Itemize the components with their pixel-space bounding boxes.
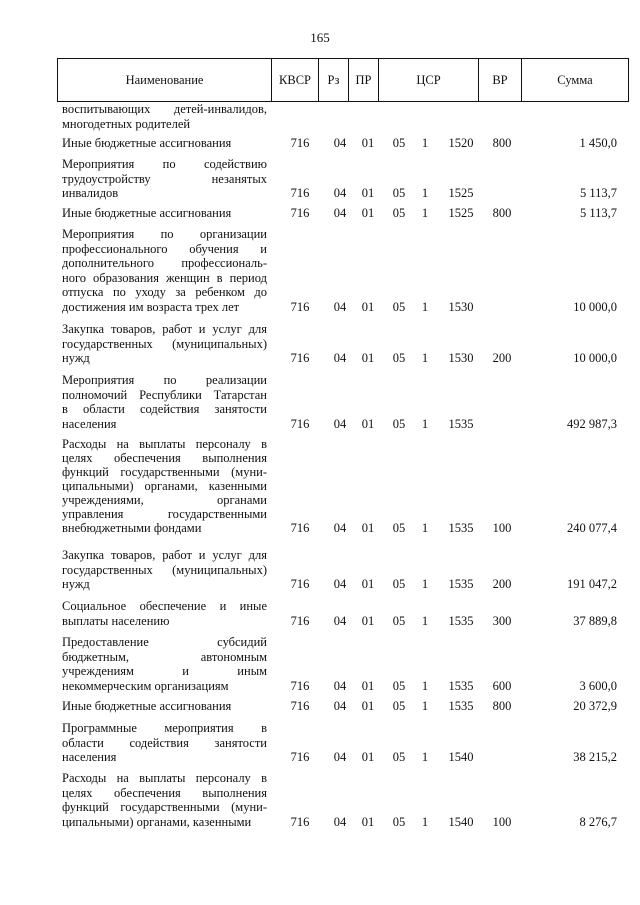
row-csr-part2: 1	[421, 750, 429, 764]
row-csr-part3: 1535	[448, 577, 474, 591]
row-sum: 191 047,2	[567, 577, 617, 591]
row-csr-part2: 1	[421, 186, 429, 200]
row-pr: 01	[361, 750, 375, 764]
row-pr: 01	[361, 613, 375, 628]
row-csr-part2: 1	[421, 613, 429, 628]
row-name-line: государственных (муниципальных)	[62, 562, 267, 577]
row-name	[62, 699, 267, 714]
row-name	[62, 373, 267, 431]
row-rz: 04	[333, 678, 347, 693]
row-csr-part1: 05	[392, 814, 406, 829]
row-name-line: в области содействия занятости	[62, 402, 267, 416]
row-csr-part3: 1525	[448, 206, 474, 220]
row-name-line: Иные бюджетные ассигнования	[62, 136, 232, 150]
row-name-line: отпуска по уходу за ребенком до	[62, 285, 267, 299]
row-kvsr: 716	[290, 814, 310, 829]
row-csr-part3: 1530	[448, 299, 474, 314]
row-name-line: учреждениями, органами	[62, 493, 267, 507]
row-name	[62, 548, 267, 592]
row-name-line: ципальными) органами, казенными	[62, 479, 267, 493]
row-name	[62, 206, 267, 221]
row-name-line: целях обеспечения выполнения	[62, 451, 267, 465]
row-csr-part1: 05	[392, 136, 406, 150]
row-rz: 04	[333, 814, 347, 829]
row-kvsr: 716	[290, 416, 310, 431]
row-csr-part2: 1	[421, 416, 429, 431]
row-rz: 04	[333, 613, 347, 628]
row-csr-part2: 1	[421, 678, 429, 693]
row-name-line: Иные бюджетные ассигнования	[62, 699, 232, 713]
row-csr-part1: 05	[392, 613, 406, 628]
row-vr: 800	[492, 699, 512, 713]
row-rz: 04	[333, 186, 347, 200]
row-name-line: достижения им возраста трех лет	[62, 299, 240, 314]
row-rz: 04	[333, 521, 347, 535]
row-rz: 04	[333, 750, 347, 764]
row-name-line: ципальными) органами, казенными	[62, 814, 252, 829]
row-name-line: ного образования женщин в период	[62, 270, 267, 285]
row-csr-part1: 05	[392, 186, 406, 200]
row-csr-part1: 05	[392, 416, 406, 431]
row-name-line: управления государственными	[62, 507, 267, 521]
row-kvsr: 716	[290, 521, 310, 535]
row-name-line: Иные бюджетные ассигнования	[62, 206, 232, 220]
row-vr: 600	[492, 678, 512, 693]
header-pr: ПР	[349, 59, 379, 101]
row-name-line: населения	[62, 416, 117, 431]
row-csr-part3: 1535	[448, 613, 474, 628]
header-vr: ВР	[479, 59, 522, 101]
row-sum: 3 600,0	[579, 678, 617, 693]
row-name-line: инвалидов	[62, 186, 119, 200]
row-vr: 800	[492, 136, 512, 150]
row-name-line: профессионального обучения и	[62, 241, 267, 256]
row-vr: 800	[492, 206, 512, 220]
row-rz: 04	[333, 416, 347, 431]
row-rz: 04	[333, 299, 347, 314]
row-name-line: полномочий Республики Татарстан	[62, 387, 267, 402]
row-name-line: внебюджетными фондами	[62, 521, 202, 535]
row-name-line: выплаты населению	[62, 613, 170, 628]
row-csr-part3: 1520	[448, 136, 474, 150]
row-name	[62, 322, 267, 366]
row-name	[62, 437, 267, 535]
row-name	[62, 157, 267, 201]
page-number: 165	[310, 30, 330, 45]
table-header	[57, 58, 629, 102]
row-csr-part3: 1535	[448, 521, 474, 535]
row-csr-part2: 1	[421, 577, 429, 591]
row-pr: 01	[361, 186, 375, 200]
row-name-line: Расходы на выплаты персоналу в	[62, 437, 267, 451]
header-rz: Рз	[319, 59, 349, 101]
row-pr: 01	[361, 814, 375, 829]
row-csr-part3: 1525	[448, 186, 474, 200]
row-vr: 100	[492, 521, 512, 535]
row-name	[62, 721, 267, 765]
row-name	[62, 771, 267, 829]
row-csr-part2: 1	[421, 351, 429, 365]
row-csr-part2: 1	[421, 814, 429, 829]
row-csr-part1: 05	[392, 206, 406, 220]
row-pr: 01	[361, 299, 375, 314]
row-csr-part3: 1540	[448, 750, 474, 764]
row-csr-part2: 1	[421, 699, 429, 713]
row-csr-part2: 1	[421, 136, 429, 150]
row-name-line: Предоставление субсидий	[62, 635, 267, 649]
row-sum: 10 000,0	[573, 299, 617, 314]
row-pr: 01	[361, 136, 375, 150]
row-csr-part3: 1535	[448, 678, 474, 693]
row-csr-part2: 1	[421, 206, 429, 220]
row-pr: 01	[361, 416, 375, 431]
row-sum: 37 889,8	[573, 613, 617, 628]
row-name-line: дополнительного профессиональ-	[62, 256, 267, 270]
row-pr: 01	[361, 351, 375, 365]
row-name	[62, 227, 267, 314]
row-vr: 300	[492, 613, 512, 628]
row-name-line: целях обеспечения выполнения	[62, 785, 267, 800]
row-csr-part1: 05	[392, 351, 406, 365]
header-name: Наименование	[58, 59, 272, 101]
row-csr-part1: 05	[392, 577, 406, 591]
header-csr: ЦСР	[379, 59, 479, 101]
row-csr-part1: 05	[392, 678, 406, 693]
row-kvsr: 716	[290, 750, 310, 764]
row-name-line: Закупка товаров, работ и услуг для	[62, 322, 267, 336]
row-name-line: бюджетным, автономным	[62, 649, 267, 664]
row-csr-part2: 1	[421, 521, 429, 535]
row-rz: 04	[333, 206, 347, 220]
header-sum: Сумма	[557, 73, 593, 87]
row-pr: 01	[361, 521, 375, 535]
row-vr: 100	[492, 814, 512, 829]
row-name-line: многодетных родителей	[62, 116, 191, 131]
row-vr: 200	[492, 577, 512, 591]
row-sum: 240 077,4	[567, 521, 617, 535]
row-kvsr: 716	[290, 186, 310, 200]
row-name-line: нужд	[62, 577, 90, 591]
row-name-line: воспитывающих детей-инвалидов,	[62, 102, 267, 116]
row-rz: 04	[333, 136, 347, 150]
row-rz: 04	[333, 699, 347, 713]
row-name-line: Мероприятия по реализации	[62, 373, 267, 387]
row-kvsr: 716	[290, 678, 310, 693]
row-sum: 1 450,0	[579, 136, 617, 150]
row-name-line: Закупка товаров, работ и услуг для	[62, 548, 267, 562]
row-name-line: функций государственными (муни-	[62, 800, 267, 814]
row-pr: 01	[361, 577, 375, 591]
row-csr-part1: 05	[392, 521, 406, 535]
row-rz: 04	[333, 351, 347, 365]
row-name-line: функций государственными (муни-	[62, 465, 267, 479]
row-kvsr: 716	[290, 699, 310, 713]
row-name-line: нужд	[62, 351, 90, 365]
row-pr: 01	[361, 699, 375, 713]
row-csr-part1: 05	[392, 699, 406, 713]
row-sum: 5 113,7	[579, 206, 617, 220]
row-name-line: Мероприятия по содействию	[62, 157, 267, 171]
row-sum: 8 276,7	[579, 814, 617, 829]
row-kvsr: 716	[290, 577, 310, 591]
row-csr-part3: 1540	[448, 814, 474, 829]
row-kvsr: 716	[290, 206, 310, 220]
row-pr: 01	[361, 206, 375, 220]
row-sum: 5 113,7	[579, 186, 617, 200]
row-csr-part3: 1535	[448, 699, 474, 713]
row-name-line: Социальное обеспечение и иные	[62, 599, 267, 613]
row-csr-part1: 05	[392, 750, 406, 764]
row-name-line: государственных (муниципальных)	[62, 336, 267, 351]
row-name-line: некоммерческим организациям	[62, 678, 229, 693]
row-sum: 10 000,0	[573, 351, 617, 365]
row-name-line: области содействия занятости	[62, 735, 267, 750]
row-pr: 01	[361, 678, 375, 693]
row-name-line: Мероприятия по организации	[62, 227, 267, 241]
header-kvsr: КВСР	[272, 59, 319, 101]
row-name-line: населения	[62, 750, 117, 764]
row-name	[62, 102, 267, 131]
row-sum: 38 215,2	[573, 750, 617, 764]
row-name-line: учреждениям и иным	[62, 664, 267, 678]
row-name-line: Программные мероприятия в	[62, 721, 267, 735]
row-kvsr: 716	[290, 613, 310, 628]
row-kvsr: 716	[290, 351, 310, 365]
row-csr-part2: 1	[421, 299, 429, 314]
row-name	[62, 635, 267, 693]
row-csr-part1: 05	[392, 299, 406, 314]
row-csr-part3: 1530	[448, 351, 474, 365]
row-rz: 04	[333, 577, 347, 591]
row-vr: 200	[492, 351, 512, 365]
row-sum: 492 987,3	[567, 416, 617, 431]
row-sum: 20 372,9	[573, 699, 617, 713]
row-name-line: трудоустройству незанятых	[62, 171, 267, 186]
row-csr-part3: 1535	[448, 416, 474, 431]
row-kvsr: 716	[290, 299, 310, 314]
row-kvsr: 716	[290, 136, 310, 150]
row-name-line: Расходы на выплаты персоналу в	[62, 771, 267, 785]
row-name	[62, 136, 267, 151]
row-name	[62, 599, 267, 628]
